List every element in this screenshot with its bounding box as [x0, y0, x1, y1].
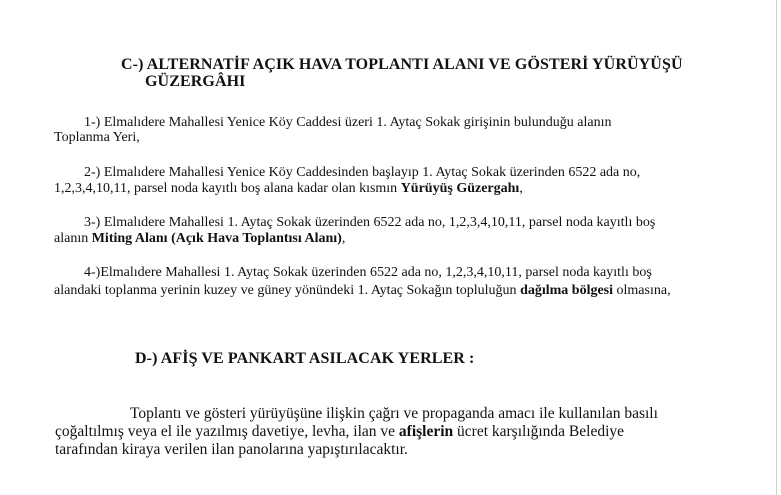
item-4-text-pre: alandaki toplanma yerinin kuzey ve güney yönündeki 1. Aytaç Sokağın topluluğun — [54, 283, 521, 298]
section-d-paragraph-line2 — [55, 422, 624, 441]
section-d-paragraph-line3: tarafından kiraya verilen ilan panolarına yapıştırılacaktır. — [55, 441, 408, 458]
section-d-title: D-) AFİŞ VE PANKART ASILACAK YERLER : — [135, 350, 475, 367]
item-2-text-post: , — [519, 181, 523, 196]
section-c-title-line2: GÜZERGÂHI — [145, 73, 246, 90]
section-c-item-4-line1: 4-)Elmalıdere Mahallesi 1. Aytaç Sokak üzerinden 6522 ada no, 1,2,3,4,10,11, parsel noda kayıtlı boş — [84, 265, 652, 280]
paragraph-text-pre: çoğaltılmış veya el ile yazılmış davetiye, levha, ilan ve — [55, 423, 399, 440]
item-3-text-pre: alanın — [54, 231, 92, 246]
page-edge-divider — [776, 0, 777, 495]
item-2-text-pre: 1,2,3,4,10,11, parsel noda kayıtlı boş alana kadar olan kısmın — [54, 181, 401, 196]
section-c-item-2-line1: 2-) Elmalıdere Mahallesi Yenice Köy Caddesinden başlayıp 1. Aytaç Sokak üzerinden 6522 ada no, — [84, 165, 641, 180]
section-c-item-3-line1: 3-) Elmalıdere Mahallesi 1. Aytaç Sokak üzerinden 6522 ada no, 1,2,3,4,10,11, parsel noda kayıtlı boş — [84, 215, 656, 230]
section-c-item-3-line2 — [54, 230, 345, 247]
section-c-title-line1: C-) ALTERNATİF AÇIK HAVA TOPLANTI ALANI VE GÖSTERİ YÜRÜYÜŞÜ — [121, 56, 683, 73]
item-3-text-post: , — [341, 231, 346, 246]
section-c-item-4-line2 — [54, 282, 671, 299]
item-4-text-post: olmasına, — [613, 283, 671, 298]
section-d-paragraph-line1: Toplantı ve gösteri yürüyüşüne ilişkin çağrı ve propaganda amacı ile kullanılan basılı — [130, 405, 658, 422]
paragraph-text-post: ücret karşılığında Belediye — [453, 423, 625, 440]
rally-area-label: Miting Alanı (Açık Hava Toplantısı Alanı) — [91, 231, 342, 246]
section-c-item-2-line2 — [54, 180, 523, 197]
dispersal-zone-label: dağılma bölgesi — [520, 283, 614, 298]
section-c-item-1-line1: 1-) Elmalıdere Mahallesi Yenice Köy Caddesi üzeri 1. Aytaç Sokak girişinin bulunduğu alanın — [84, 115, 612, 130]
posters-label: afişlerin — [398, 423, 454, 440]
walk-route-label: Yürüyüş Güzergahı — [400, 181, 520, 196]
section-c-item-1-line2: Toplanma Yeri, — [54, 130, 140, 145]
